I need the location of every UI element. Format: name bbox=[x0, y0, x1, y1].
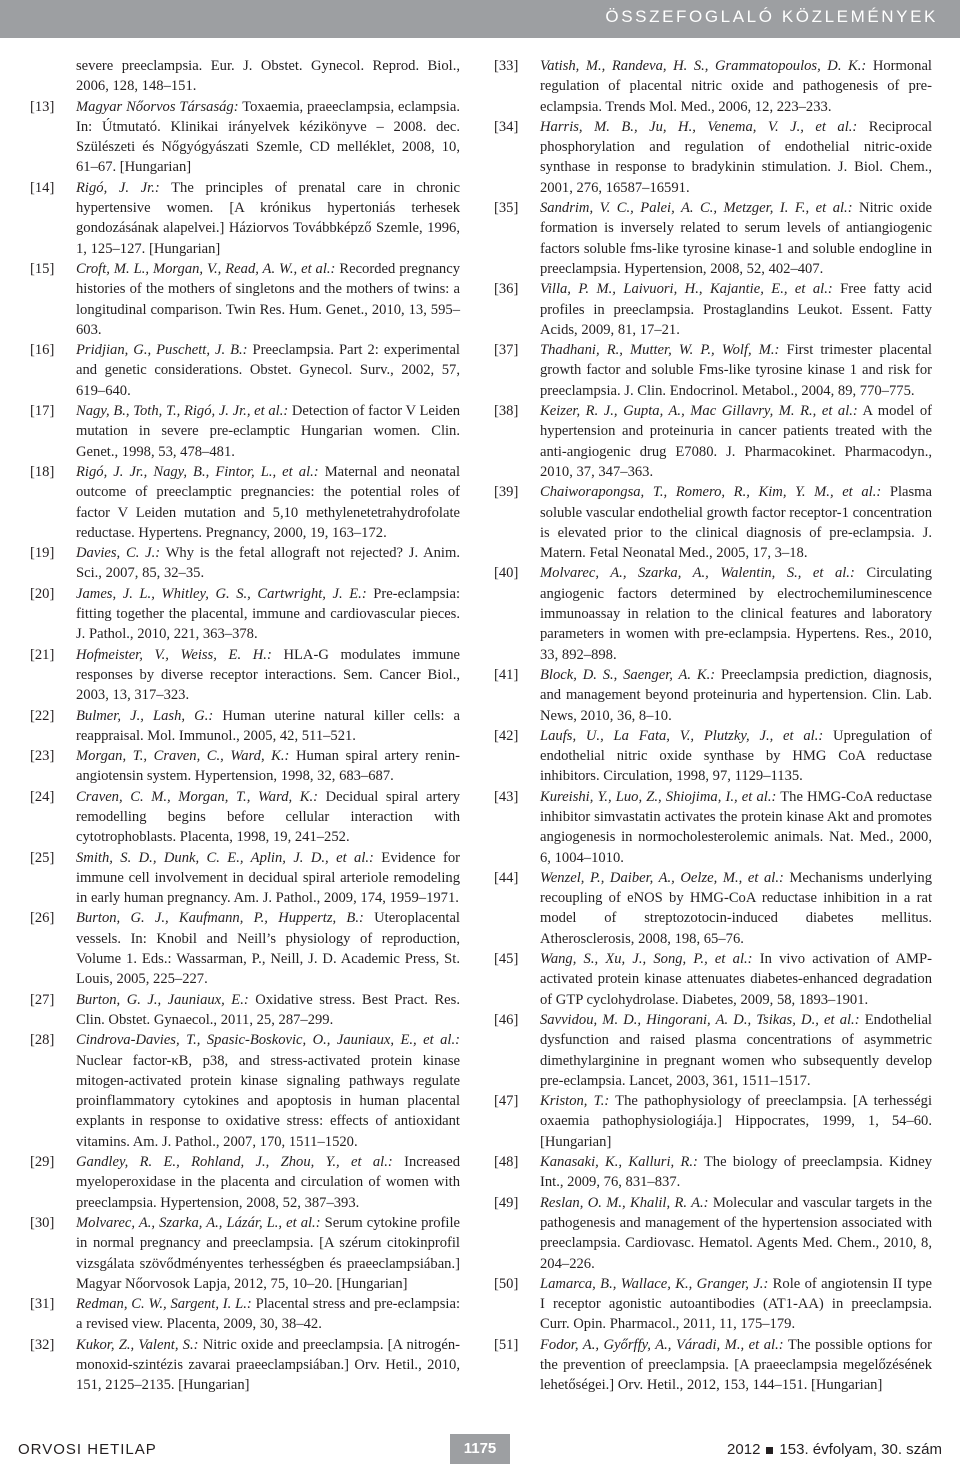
reference-text: Preeclampsia. Part 2: experimental and genetic considerations. Obstet. Gynecol. Surv., 2002, 57, 619–640. bbox=[76, 342, 460, 399]
reference-authors: Kriston, T.: bbox=[540, 1093, 610, 1110]
reference-number: [51] bbox=[494, 1336, 519, 1353]
section-title: ÖSSZEFOGLALÓ KÖZLEMÉNYEK bbox=[605, 7, 938, 26]
reference-authors: Bulmer, J., Lash, G.: bbox=[76, 707, 214, 724]
reference-number: [14] bbox=[30, 179, 55, 196]
reference-authors: Vatish, M., Randeva, H. S., Grammatopoulos, D. K.: bbox=[540, 58, 867, 74]
reference-item bbox=[30, 990, 460, 1031]
reference-text: Upregulation of endothelial nitric oxide synthase by HMG CoA reductase inhibitors. Circulation, 1998, 97, 1129–1135. bbox=[540, 727, 932, 785]
reference-number: [36] bbox=[494, 281, 519, 298]
reference-text: Maternal and neonatal outcome of preeclamptic pregnancies: the potential roles of factor V Leiden mutation and 5,10 methylenetetrahydrofolate reductase. Hypertens. Pregnancy, 2000, 19, 163–172. bbox=[76, 463, 460, 541]
reference-authors: Molvarec, A., Szarka, A., Lázár, L., et al.: bbox=[76, 1214, 321, 1231]
reference-number: [44] bbox=[494, 869, 519, 886]
reference-authors: Sandrim, V. C., Palei, A. C., Metzger, I. F., et al.: bbox=[540, 200, 853, 217]
reference-item bbox=[494, 1274, 932, 1335]
reference-text: Pre-eclampsia: fitting together the placental, immune and cardiovascular pieces. J. Pathol., 2010, 221, 363–378. bbox=[76, 585, 460, 643]
issue-info bbox=[727, 1441, 942, 1458]
reference-number: [49] bbox=[494, 1194, 519, 1211]
reference-number: [18] bbox=[30, 463, 55, 480]
reference-text: Uteroplacental vessels. In: Knobil and Neill’s physiology of reproduction, Volume 1. Eds.: Wassarman, P., Neill, J. D. Academic Press, St. Louis, 2005, 225–227. bbox=[76, 910, 460, 988]
reference-item bbox=[30, 97, 460, 178]
issue-volume: 153. évfolyam, 30. szám bbox=[779, 1441, 942, 1458]
reference-authors: Molvarec, A., Szarka, A., Walentin, S., et al.: bbox=[540, 565, 855, 582]
reference-number: [29] bbox=[30, 1154, 55, 1171]
reference-authors: Wenzel, P., Daiber, A., Oelze, M., et al.: bbox=[540, 869, 784, 886]
reference-item bbox=[494, 726, 932, 787]
reference-text: Toxaemia, praeeclampsia, eclampsia. In: Útmutató. Klinikai irányelvek kézikönyve – 2008. dec. Szülészeti és Nőgyógyászati Szemle, CD melléklet, 2008, 10, 61–67. [Hungarian] bbox=[76, 98, 460, 176]
reference-text: Endothelial dysfunction and raised plasma concentrations of asymmetric dimethylarginine in pregnant women who subsequently develop pre-eclampsia. Lancet, 2003, 361, 1511–1517. bbox=[540, 1011, 932, 1089]
reference-text: Serum cytokine profile in normal pregnancy and preeclampsia. [A szérum citokinprofil vizsgálata szövődményentes terhességben és praeeclampsiában.] Magyar Nőorvosok Lapja, 2012, 75, 10–20. [Hungarian] bbox=[76, 1214, 460, 1292]
reference-text: Human uterine natural killer cells: a reappraisal. Mol. Immunol., 2005, 42, 511–521. bbox=[76, 707, 461, 744]
reference-item bbox=[30, 787, 460, 848]
reference-number: [34] bbox=[494, 118, 519, 135]
reference-authors: Davies, C. J.: bbox=[76, 545, 161, 562]
reference-item bbox=[494, 949, 932, 1010]
reference-text: Human spiral artery renin-angiotensin system. Hypertension, 1998, 32, 683–687. bbox=[76, 748, 460, 785]
reference-item bbox=[30, 848, 460, 909]
reference-authors: Harris, M. B., Ju, H., Venema, V. J., et al.: bbox=[540, 118, 858, 135]
reference-authors: Laufs, U., La Fata, V., Plutzky, J., et al.: bbox=[540, 727, 824, 744]
reference-item bbox=[494, 1193, 932, 1274]
reference-number: [24] bbox=[30, 788, 55, 805]
reference-item bbox=[494, 117, 932, 198]
reference-authors: Magyar Nőorvos Társaság: bbox=[76, 98, 239, 115]
reference-number: [39] bbox=[494, 484, 519, 501]
reference-text: Oxidative stress. Best Pract. Res. Clin. Obstet. Gynaecol., 2011, 25, 287–299. bbox=[76, 991, 460, 1028]
reference-text: First trimester placental growth factor and soluble Fms-like tyrosine kinase 1 and risk for preeclampsia. J. Clin. Endocrinol. Metabol., 2004, 89, 770–775. bbox=[540, 342, 932, 399]
reference-item bbox=[30, 706, 460, 747]
reference-item bbox=[30, 1152, 460, 1213]
reference-item bbox=[494, 198, 932, 279]
reference-text: Reciprocal phosphorylation and regulation of endothelial nitric-oxide synthase in response to bradykinin stimulation. J. Biol. Chem., 2001, 276, 16587–16591. bbox=[540, 118, 932, 196]
reference-item bbox=[494, 279, 932, 340]
reference-item bbox=[30, 1294, 460, 1335]
reference-authors: Rigó, J. Jr.: bbox=[76, 179, 160, 196]
reference-text: Plasma soluble vascular endothelial growth factor receptor-1 concentration is elevated prior to the clinical diagnosis of pre-eclampsia. J. Matern. Fetal Neonatal Med., 2005, 17, 3–18. bbox=[540, 484, 932, 562]
reference-text: Circulating angiogenic factors determined by electrochemiluminescence immunoassay in relation to the clinical features and laboratory parameters in women with pre-eclampsia. Hypertens. Res., 2010, 33, 892–898. bbox=[540, 565, 932, 663]
reference-authors: James, J. L., Whitley, G. S., Cartwright, J. E.: bbox=[76, 585, 367, 602]
reference-number: [25] bbox=[30, 849, 55, 866]
reference-item bbox=[494, 340, 932, 401]
separator-square-icon bbox=[766, 1447, 773, 1454]
references-left-column bbox=[30, 56, 460, 1396]
page-number: 1175 bbox=[450, 1434, 510, 1464]
reference-number: [17] bbox=[30, 403, 55, 420]
reference-authors: Kukor, Z., Valent, S.: bbox=[76, 1336, 199, 1353]
reference-text: Recorded pregnancy histories of the mothers of singletons and the mothers of twins: a longitudinal comparison. Twin Res. Hum. Genet., 2010, 13, 595–603. bbox=[76, 260, 460, 338]
reference-item bbox=[30, 1030, 460, 1152]
reference-number: [28] bbox=[30, 1032, 55, 1049]
reference-authors: Nagy, B., Toth, T., Rigó, J. Jr., et al.: bbox=[76, 403, 289, 420]
reference-item bbox=[494, 1010, 932, 1091]
reference-number: [40] bbox=[494, 565, 519, 582]
reference-number: [33] bbox=[494, 58, 519, 74]
reference-authors: Wang, S., Xu, J., Song, P., et al.: bbox=[540, 951, 753, 968]
reference-number: [45] bbox=[494, 951, 519, 968]
reference-number: [50] bbox=[494, 1275, 519, 1292]
reference-authors: Pridjian, G., Puschett, J. B.: bbox=[76, 342, 248, 359]
reference-item bbox=[494, 1091, 932, 1152]
reference-number: [31] bbox=[30, 1296, 55, 1313]
reference-authors: Villa, P. M., Laivuori, H., Kajantie, E., et al.: bbox=[540, 281, 833, 298]
reference-number: [15] bbox=[30, 260, 55, 277]
issue-year: 2012 bbox=[727, 1441, 761, 1458]
reference-number: [21] bbox=[30, 646, 55, 663]
reference-item bbox=[494, 787, 932, 868]
reference-item bbox=[494, 563, 932, 664]
reference-text: The principles of prenatal care in chronic hypertensive women. [A krónikus hypertoniás terhesek gondozásának alapelvei.] Háziorvos Továbbképző Szemle, 1996, 1, 125–127. [Hungarian] bbox=[76, 179, 460, 257]
reference-text: The biology of preeclampsia. Kidney Int., 2009, 76, 831–837. bbox=[540, 1154, 932, 1191]
reference-number: [46] bbox=[494, 1011, 519, 1028]
reference-item bbox=[494, 1152, 932, 1193]
reference-text: The pathophysiology of preeclampsia. [A terhességi oxaemia pathophysiologiája.] Hippocrates, 1999, 1, 54–60. [Hungarian] bbox=[540, 1093, 932, 1150]
reference-item bbox=[30, 56, 460, 97]
reference-text: Nuclear factor-κB, p38, and stress-activated protein kinase mitogen-activated protein kinase signaling pathways regulate proinflammatory cytokines and apoptosis in human placental explants in response to oxidative stress: effects of antioxidant vitamins. Am. J. Pathol., 2007, 170, 1511–1520. bbox=[76, 1052, 460, 1150]
reference-item bbox=[494, 482, 932, 563]
reference-text: Decidual spiral artery remodelling begins before cellular interaction with cytotrophoblasts. Placenta, 1998, 19, 241–252. bbox=[76, 788, 460, 846]
reference-text: Increased myeloperoxidase in the placenta and circulation of women with preeclampsia. Hypertension, 2008, 52, 387–393. bbox=[76, 1154, 460, 1211]
reference-authors: Rigó, J. Jr., Nagy, B., Fintor, L., et al.: bbox=[76, 463, 319, 480]
reference-text: HLA-G modulates immune responses by diverse receptor interactions. Sem. Cancer Biol., 2003, 13, 317–323. bbox=[76, 646, 460, 704]
reference-number: [38] bbox=[494, 403, 519, 420]
reference-authors: Croft, M. L., Morgan, V., Read, A. W., et al.: bbox=[76, 260, 336, 277]
references-right-column bbox=[494, 56, 932, 1396]
reference-text: The possible options for the prevention of preeclampsia. [A praeeclampsia megelőzésének lehetőségei.] Orv. Hetil., 2012, 153, 144–151. [Hungarian] bbox=[540, 1336, 932, 1394]
reference-item bbox=[494, 665, 932, 726]
reference-text: Nitric oxide formation is inversely related to serum levels of antiangiogenic factors soluble fms-like tyrosine kinase-1 and soluble endogline in preeclampsia. Hypertension, 2008, 52, 402–407. bbox=[540, 200, 932, 277]
reference-text: Evidence for immune cell involvement in decidual spiral arteriole remodeling in early human pregnancy. Am. J. Pathol., 2009, 174, 1959–1971. bbox=[76, 849, 460, 907]
reference-text: Placental stress and pre-eclampsia: a revised view. Placenta, 2009, 30, 38–42. bbox=[76, 1296, 460, 1333]
reference-text: Mechanisms underlying recoupling of eNOS by HMG-CoA reductase inhibition in a rat model of streptozotocin-induced diabetes mellitus. Atherosclerosis, 2008, 198, 65–76. bbox=[540, 869, 932, 947]
reference-authors: Burton, G. J., Jauniaux, E.: bbox=[76, 991, 249, 1008]
reference-text: Free fatty acid profiles in preeclampsia. Prostaglandins Leukot. Essent. Fatty Acids, 2009, 81, 17–21. bbox=[540, 281, 932, 338]
reference-item bbox=[30, 645, 460, 706]
reference-authors: Block, D. S., Saenger, A. K.: bbox=[540, 666, 716, 683]
reference-item bbox=[494, 401, 932, 482]
page-footer bbox=[0, 1434, 960, 1464]
reference-number: [37] bbox=[494, 342, 519, 359]
reference-item bbox=[30, 1335, 460, 1396]
reference-item bbox=[30, 340, 460, 401]
reference-number: [32] bbox=[30, 1336, 55, 1353]
reference-number: [27] bbox=[30, 991, 55, 1008]
reference-number: [16] bbox=[30, 342, 55, 359]
reference-authors: Burton, G. J., Kaufmann, P., Huppertz, B.: bbox=[76, 910, 364, 927]
reference-authors: Smith, S. D., Dunk, C. E., Aplin, J. D., et al.: bbox=[76, 849, 374, 866]
reference-authors: Kureishi, Y., Luo, Z., Shiojima, I., et al.: bbox=[540, 788, 777, 805]
reference-authors: Lamarca, B., Wallace, K., Granger, J.: bbox=[540, 1275, 769, 1292]
reference-text: severe preeclampsia. Eur. J. Obstet. Gynecol. Reprod. Biol., 2006, 128, 148–151. bbox=[76, 58, 460, 95]
reference-authors: Chaiworapongsa, T., Romero, R., Kim, Y. M., et al.: bbox=[540, 484, 882, 501]
reference-number: [42] bbox=[494, 727, 519, 744]
reference-text: Role of angiotensin II type I receptor agonistic autoantibodies (AT1-AA) in preeclampsia. Curr. Opin. Pharmacol., 2011, 11, 175–179. bbox=[540, 1275, 933, 1333]
reference-text: The HMG-CoA reductase inhibitor simvastatin activates the protein kinase Akt and promotes angiogenesis in normocholesterolemic animals. Nat. Med., 2000, 6, 1004–1010. bbox=[540, 788, 932, 866]
reference-item bbox=[30, 259, 460, 340]
reference-number: [43] bbox=[494, 788, 519, 805]
reference-number: [13] bbox=[30, 98, 55, 115]
reference-number: [35] bbox=[494, 200, 519, 217]
reference-authors: Thadhani, R., Mutter, W. P., Wolf, M.: bbox=[540, 342, 780, 359]
reference-authors: Fodor, A., Győrffy, A., Váradi, M., et al.: bbox=[540, 1336, 784, 1353]
reference-text: Preeclampsia prediction, diagnosis, and management beyond proteinuria and hypertension. Clin. Lab. News, 2010, 36, 8–10. bbox=[540, 666, 932, 724]
reference-item bbox=[30, 1213, 460, 1294]
reference-number: [48] bbox=[494, 1154, 519, 1171]
journal-name: ORVOSI HETILAP bbox=[18, 1441, 157, 1458]
reference-text: In vivo activation of AMP-activated protein kinase attenuates diabetes-enhanced degradation of GTP cyclohydrolase. Diabetes, 2009, 58, 1893–1901. bbox=[540, 951, 933, 1008]
reference-number: [26] bbox=[30, 910, 55, 927]
reference-authors: Savvidou, M. D., Hingorani, A. D., Tsikas, D., et al.: bbox=[540, 1011, 860, 1028]
reference-number: [41] bbox=[494, 666, 519, 683]
reference-item bbox=[30, 401, 460, 462]
reference-authors: Hofmeister, V., Weiss, E. H.: bbox=[76, 646, 272, 663]
reference-item bbox=[30, 178, 460, 259]
reference-item bbox=[494, 56, 932, 117]
reference-text: Molecular and vascular targets in the pathogenesis and management of the hypertension associated with preeclampsia. Cardiovasc. Hematol. Agents Med. Chem., 2010, 8, 204–226. bbox=[540, 1194, 932, 1272]
page-header bbox=[0, 0, 960, 38]
reference-text: Detection of factor V Leiden mutation in severe pre-eclamptic Hungarian women. Clin. Genet., 1998, 53, 478–481. bbox=[76, 403, 461, 460]
reference-number: [22] bbox=[30, 707, 55, 724]
reference-authors: Craven, C. M., Morgan, T., Ward, K.: bbox=[76, 788, 319, 805]
reference-item bbox=[494, 868, 932, 949]
reference-item bbox=[494, 1335, 932, 1396]
reference-authors: Reslan, O. M., Khalil, R. A.: bbox=[540, 1194, 709, 1211]
reference-item bbox=[30, 908, 460, 989]
reference-number: [47] bbox=[494, 1093, 519, 1110]
reference-number: [30] bbox=[30, 1214, 55, 1231]
reference-number: [20] bbox=[30, 585, 55, 602]
reference-text: Hormonal regulation of placental nitric oxide and pathogenesis of pre-eclampsia. Trends Mol. Med., 2006, 12, 223–233. bbox=[540, 58, 932, 115]
reference-authors: Cindrova-Davies, T., Spasic-Boskovic, O., Jauniaux, E., et al.: bbox=[76, 1032, 460, 1049]
reference-text: Why is the fetal allograft not rejected? J. Anim. Sci., 2007, 85, 32–35. bbox=[76, 545, 460, 582]
reference-authors: Gandley, R. E., Rohland, J., Zhou, Y., et al.: bbox=[76, 1154, 393, 1171]
reference-item bbox=[30, 584, 460, 645]
reference-item bbox=[30, 746, 460, 787]
reference-item bbox=[30, 462, 460, 543]
reference-authors: Keizer, R. J., Gupta, A., Mac Gillavry, M. R., et al.: bbox=[540, 403, 858, 420]
reference-item bbox=[30, 543, 460, 584]
reference-authors: Kanasaki, K., Kalluri, R.: bbox=[540, 1154, 698, 1171]
reference-number: [19] bbox=[30, 545, 55, 562]
reference-text: Nitric oxide and preeclampsia. [A nitrogén-monoxid-szintézis zavarai praeeclampsiában.] Orv. Hetil., 2010, 151, 2125–2135. [Hungarian] bbox=[76, 1336, 460, 1394]
reference-authors: Redman, C. W., Sargent, I. L.: bbox=[76, 1296, 252, 1313]
reference-authors: Morgan, T., Craven, C., Ward, K.: bbox=[76, 748, 290, 765]
reference-text: A model of hypertension and proteinuria in cancer patients treated with the anti-angiogenic drug E7080. J. Pharmacokinet. Pharmacodyn., 2010, 37, 347–363. bbox=[540, 403, 932, 480]
reference-number: [23] bbox=[30, 748, 55, 765]
